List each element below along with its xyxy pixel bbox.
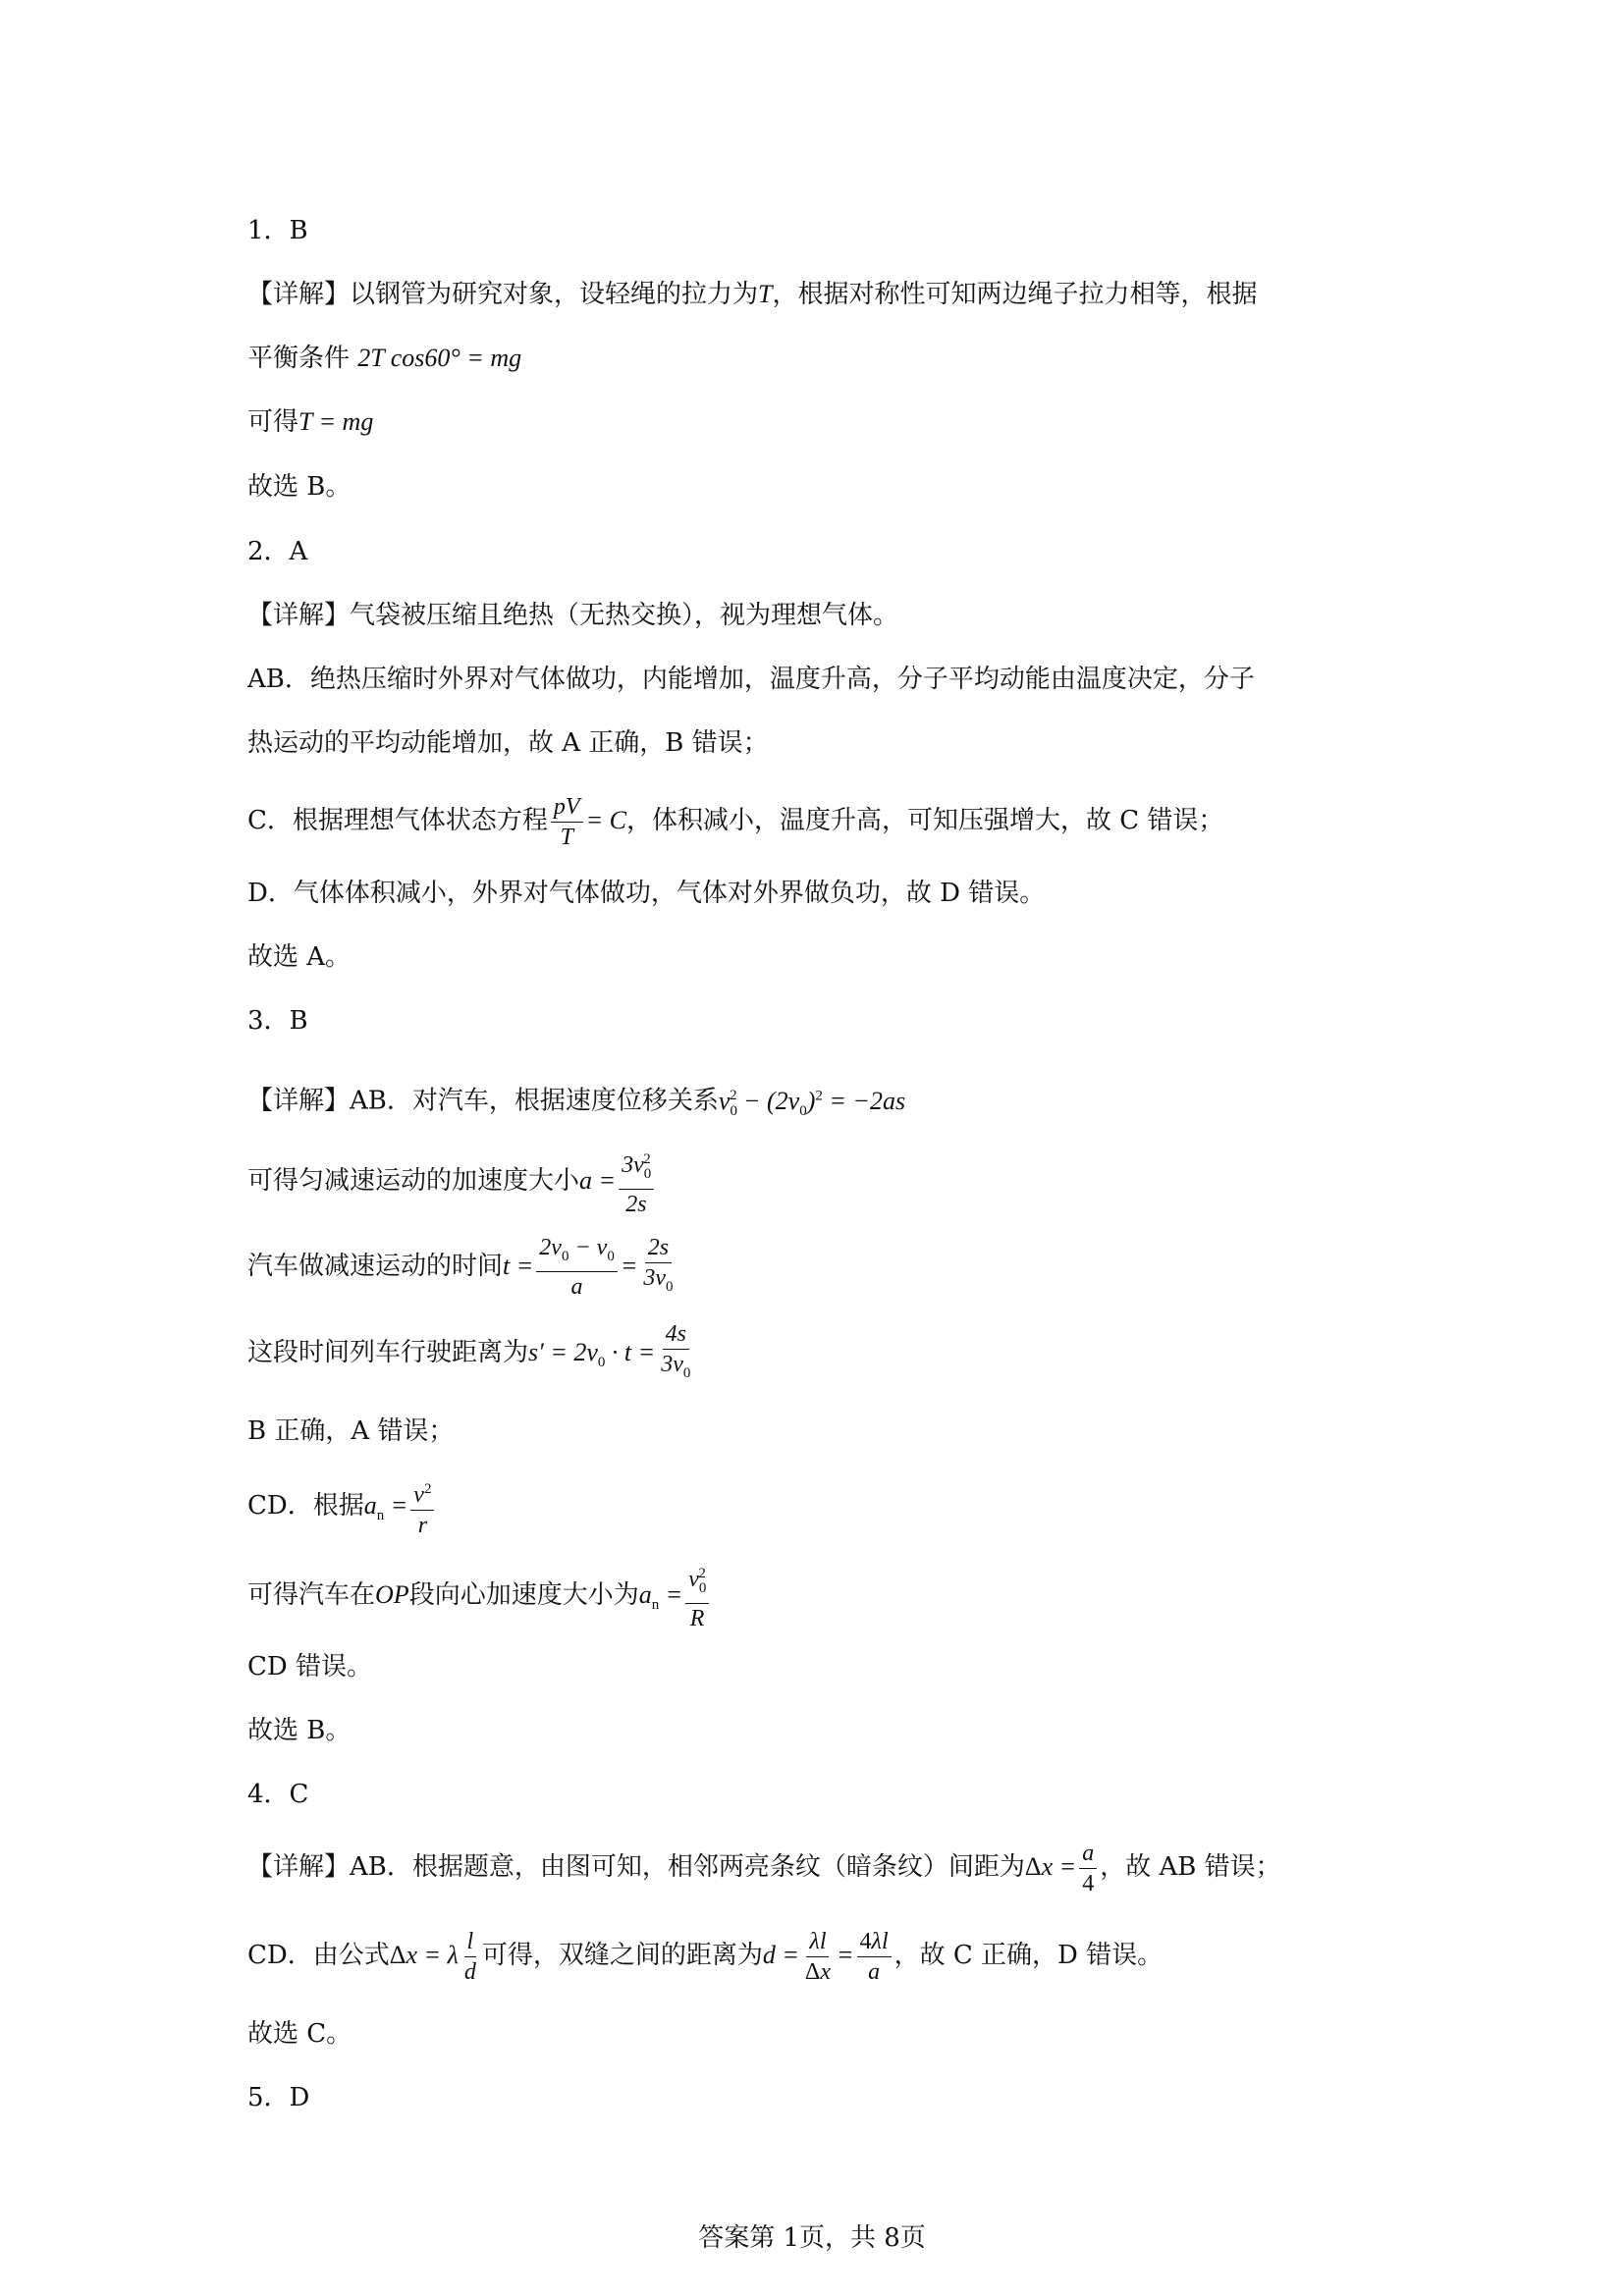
q3-op-text-b: 段向心加速度大小为 (408, 1579, 639, 1610)
q4-formula-fraction: $\frac{l}{d}$ (463, 1928, 476, 1985)
q1-detail-line-1 (247, 275, 1258, 314)
q3-op-text: 可得汽车在 (247, 1579, 376, 1610)
q4-conclusion: 故选 C。 (247, 2019, 352, 2049)
q3-detail-line-4 (247, 1317, 696, 1398)
q4-slit-var: d = (762, 1941, 799, 1969)
q3-kinematics-equation: $v_0^2 - (2v_0)^2 = -2as$ (718, 1086, 906, 1119)
q2-state-fraction: $\frac{pV}{T}$ (551, 792, 583, 852)
q3-detail-line-7 (247, 1559, 712, 1640)
q4-slit-text-b: ，故 C 正确，D 错误。 (893, 1941, 1164, 1970)
q4-spacing-fraction: $\frac{a}{4}$ (1079, 1839, 1097, 1898)
q2-detail-line-5: D．气体体积减小，外界对气体做功，气体对外界做负功，故 D 错误。 (247, 879, 1046, 908)
q3-distance-fraction: $\frac{4s}{3v_0}$ (661, 1321, 691, 1381)
q4-spacing-text-b: ，故 AB 错误； (1100, 1852, 1281, 1882)
q2-detail-line-1: 【详解】气袋被压缩且绝热（无热交换），视为理想气体。 (247, 601, 899, 630)
q3-distance-text: 这段时间列车行驶距离为 (247, 1338, 529, 1367)
q1-balance-text: 平衡条件 (247, 344, 351, 373)
q3-time-equals: = (620, 1252, 638, 1280)
q4-slit-fraction-1: $\frac{\lambda l}{\Delta x}$ (804, 1928, 831, 1985)
q2-state-constant: = C (585, 806, 626, 834)
q3-answer: 3．B (247, 1006, 308, 1036)
q3-kinematics-text: 【详解】AB．对汽车，根据速度位移关系 (247, 1086, 719, 1116)
q2-answer: 2．A (247, 537, 308, 566)
q3-time-fraction-1: $\frac{2v_0 - v_0}{a}$ (536, 1233, 618, 1302)
q3-accel-var: a = (579, 1165, 617, 1195)
q2-state-text: C．根据理想气体状态方程 (247, 806, 548, 835)
q3-centripetal-fraction: $\frac{v^2}{r}$ (410, 1474, 434, 1540)
q1-detail-text: 【详解】以钢管为研究对象，设轻绳的拉力为 (247, 280, 759, 309)
q4-spacing-text: 【详解】AB．根据题意，由图可知，相邻两亮条纹（暗条纹）间距为 (247, 1852, 1025, 1882)
q3-detail-line-6 (247, 1470, 437, 1551)
q2-state-text-b: ，体积减小，温度升高，可知压强增大，故 C 错误； (625, 806, 1224, 835)
q4-formula-text: CD．由公式 (247, 1941, 390, 1970)
q2-conclusion: 故选 A。 (247, 942, 352, 972)
q1-detail-line-2 (247, 339, 521, 378)
q1-detail-line-3 (247, 402, 373, 442)
q3-time-text: 汽车做减速运动的时间 (247, 1252, 504, 1281)
q1-detail-text-b: ，根据对称性可知两边绳子拉力相等，根据 (772, 280, 1258, 309)
q4-slit-fraction-2: $\frac{4\lambda l}{a}$ (857, 1927, 892, 1987)
q4-detail-line-2 (247, 1920, 1163, 1991)
q3-op-var: $a_n$ = (638, 1579, 683, 1614)
q3-conclusion: 故选 B。 (247, 1716, 352, 1745)
q1-var-T: T (758, 280, 773, 308)
q3-detail-line-1 (247, 1076, 905, 1131)
q2-detail-line-2: AB．绝热压缩时外界对气体做功，内能增加，温度升高，分子平均动能由温度决定，分子 (247, 665, 1255, 694)
q4-slit-text: 可得，双缝之间的距离为 (481, 1941, 763, 1970)
q3-detail-line-2 (247, 1145, 657, 1219)
q3-op-fraction: $\frac{v_0^2}{R}$ (685, 1559, 709, 1633)
q4-formula-var: Δx = λ (389, 1941, 459, 1969)
q1-conclusion: 故选 B。 (247, 472, 352, 502)
q3-centripetal-text: CD．根据 (247, 1491, 364, 1521)
q1-answer: 1．B (247, 216, 308, 245)
q4-answer: 4．C (247, 1780, 309, 1809)
q4-spacing-var: Δx = (1024, 1852, 1077, 1881)
q1-balance-equation: 2T cos60° = mg (357, 344, 522, 372)
q3-accel-fraction: $\frac{3v_0^2}{2s}$ (619, 1145, 654, 1219)
q3-time-fraction-2: $\frac{2s}{3v_0}$ (643, 1235, 674, 1295)
q3-centripetal-var: $a_n$ = (363, 1491, 408, 1524)
q3-accel-text: 可得匀减速运动的加速度大小 (247, 1165, 580, 1196)
q4-detail-line-1 (247, 1832, 1281, 1902)
q3-distance-expression: $s' = 2v_0 \cdot t$ = (528, 1338, 656, 1371)
q1-result-equation: T = mg (298, 407, 374, 436)
q3-detail-line-8: CD 错误。 (247, 1652, 373, 1682)
q2-detail-line-4 (247, 785, 1223, 856)
q5-answer: 5．D (247, 2083, 310, 2112)
q4-slit-equals: = (837, 1941, 854, 1969)
q1-result-text: 可得 (247, 407, 299, 437)
q3-time-var: t = (503, 1252, 534, 1280)
page-footer: 答案第 1页，共 8页 (698, 2223, 926, 2253)
q3-op-label: OP (375, 1579, 409, 1609)
q2-detail-line-3: 热运动的平均动能增加，故 A 正确，B 错误； (247, 728, 769, 758)
q3-detail-line-3 (247, 1231, 679, 1302)
q3-detail-line-5: B 正确，A 错误； (247, 1416, 455, 1446)
